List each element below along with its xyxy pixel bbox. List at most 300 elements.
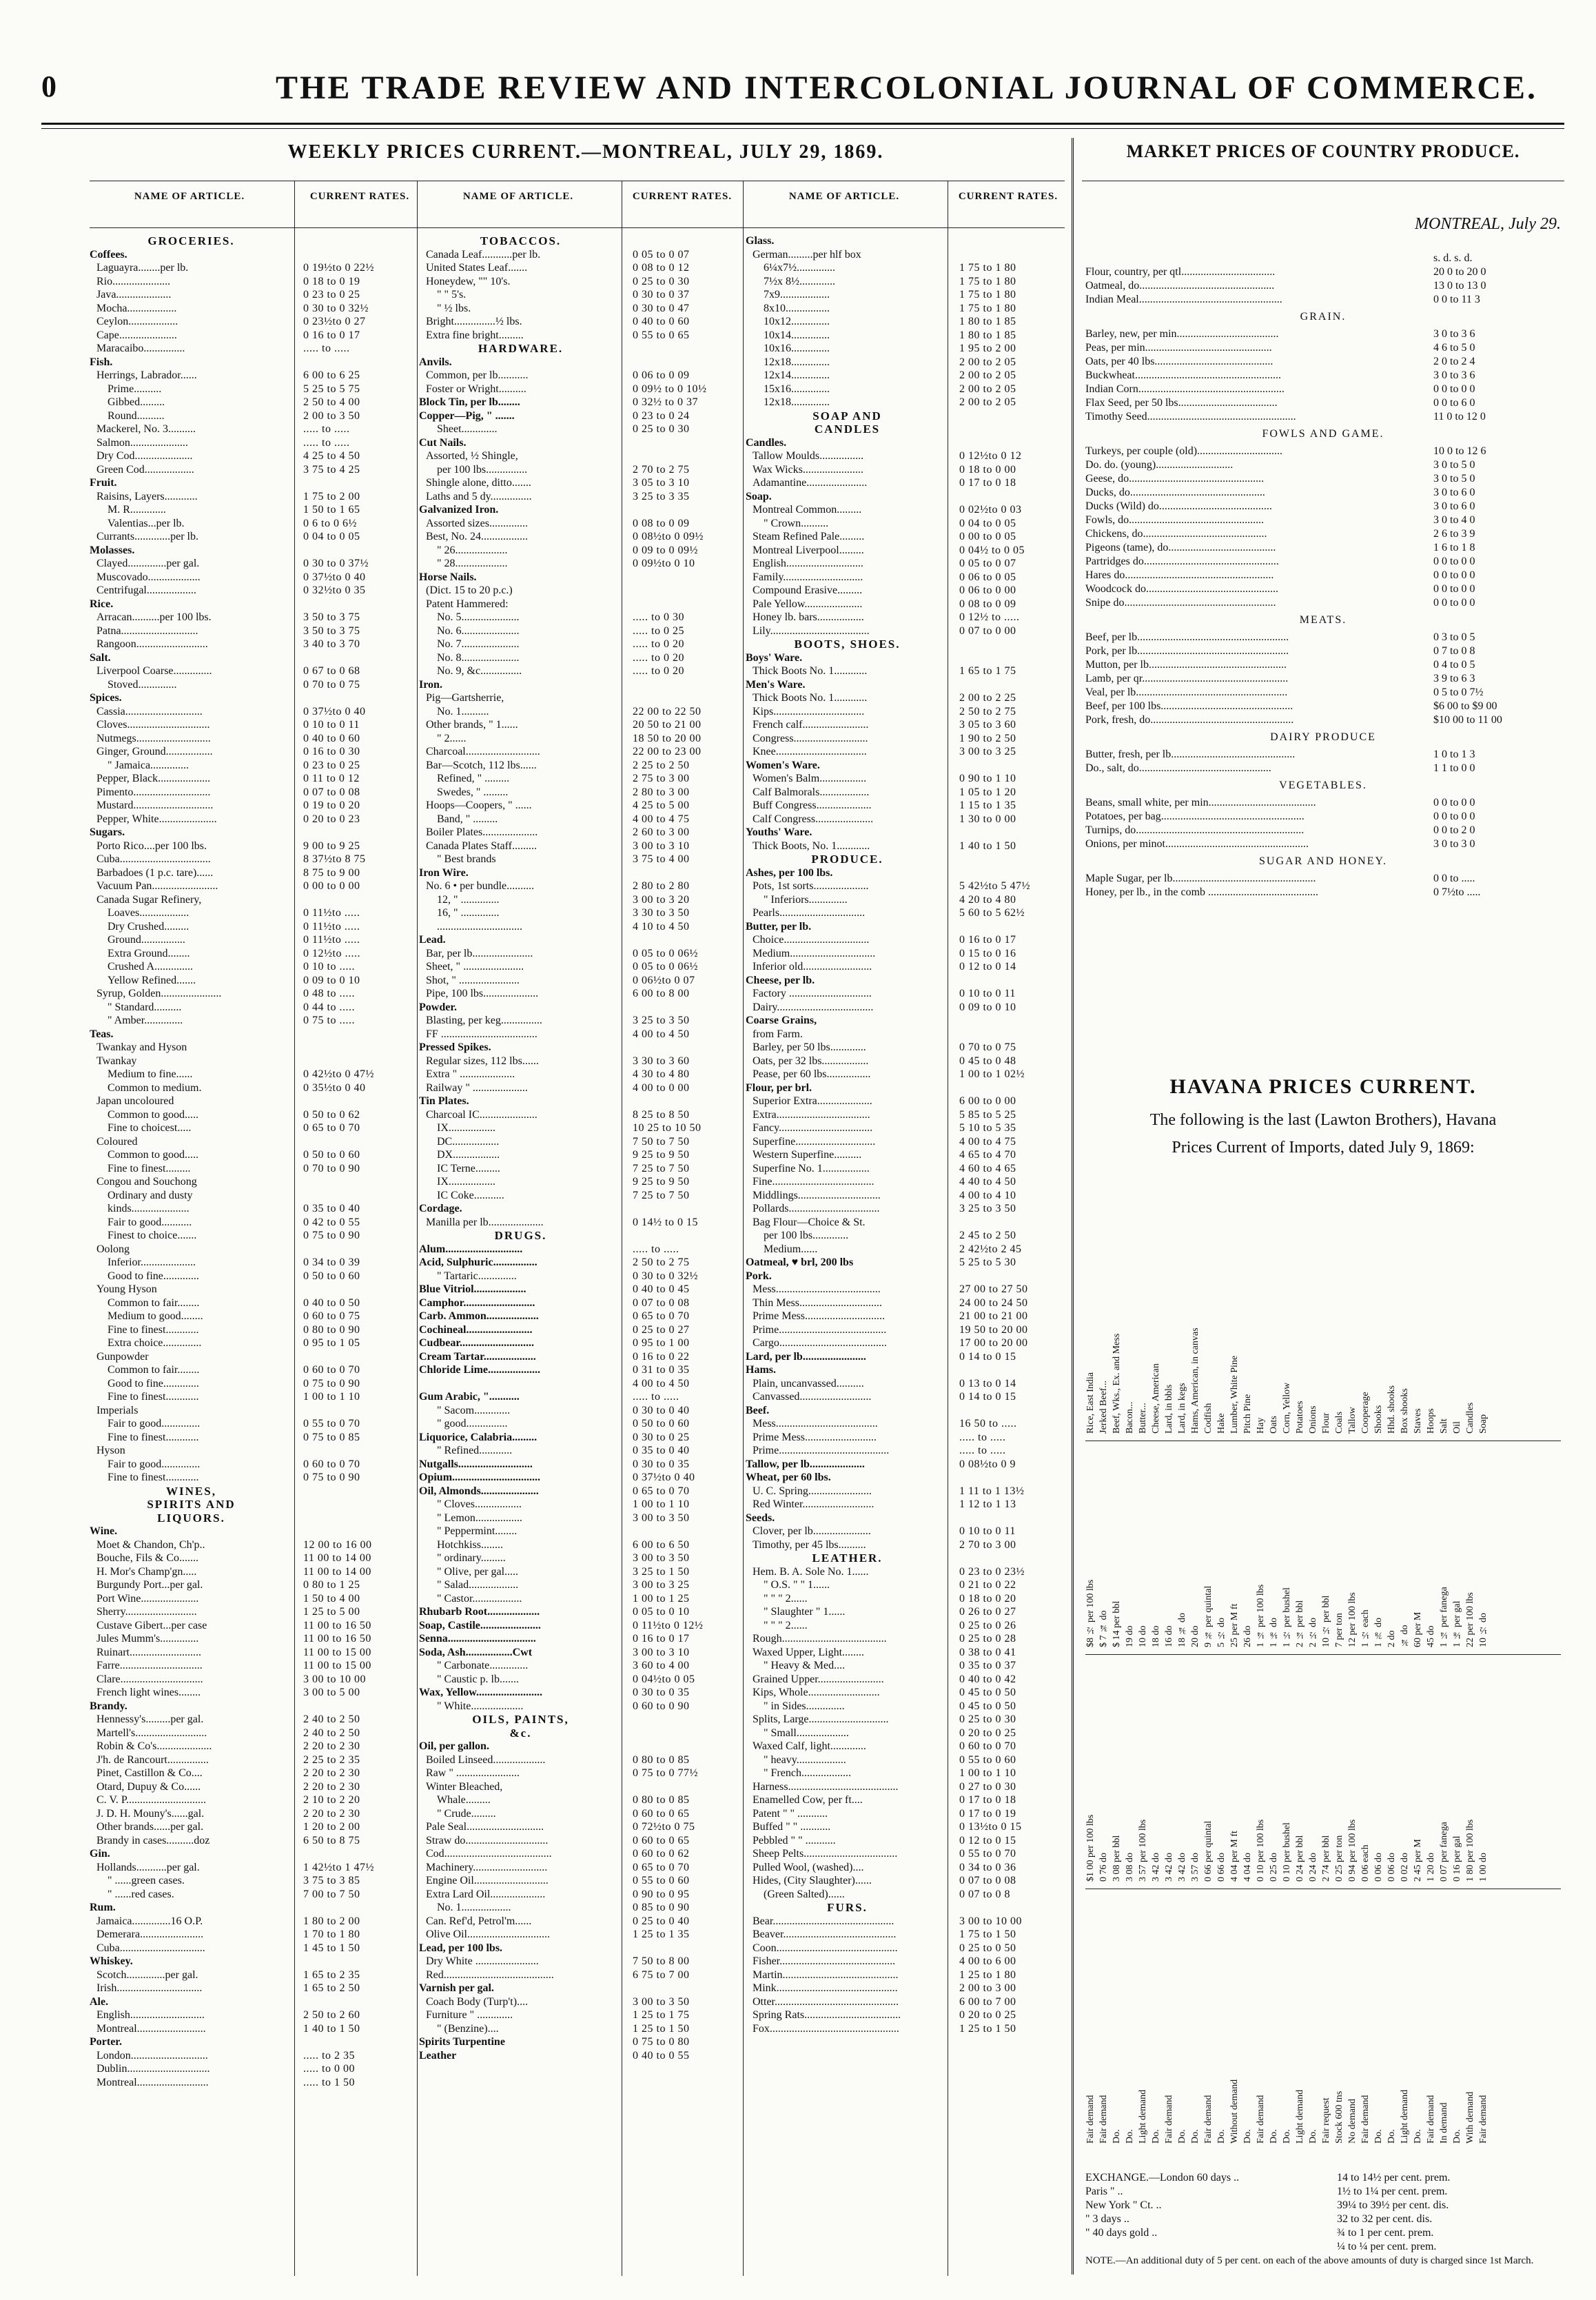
- article-name: Splits, Large.............................: [753, 1713, 889, 1725]
- article-name: Iron Wire.: [419, 866, 469, 879]
- havana-duty: 2 74 per bbl: [1321, 1835, 1331, 1882]
- price-row: [90, 1942, 417, 1955]
- current-rate: 5 42½to 5 47½: [959, 880, 1030, 892]
- price-row: [746, 275, 1070, 289]
- current-rate: 4 30 to 4 80: [633, 1068, 690, 1080]
- article-name: " Peppermint........: [437, 1525, 518, 1537]
- current-rate: 0 95 to 1 05: [303, 1337, 360, 1349]
- produce-name: Barley, new, per min.....................................: [1085, 328, 1279, 340]
- current-rate: 6 00 to 8 00: [633, 988, 690, 999]
- current-rate: 7 25 to 7 50: [633, 1189, 690, 1201]
- current-rate: 2 00 to 2 05: [959, 369, 1016, 381]
- article-name: Cochineal........................: [419, 1323, 533, 1336]
- market-section-label: MEATS.: [1299, 614, 1347, 626]
- price-row: [90, 1861, 417, 1875]
- exchange-row: [1085, 2212, 1561, 2226]
- price-row: [746, 1444, 1070, 1458]
- article-name: " Lemon.................: [437, 1512, 522, 1524]
- article-name: Sheet.............: [437, 423, 498, 435]
- price-row: [90, 1659, 417, 1673]
- produce-price: 0 0 to 0 0: [1433, 569, 1475, 581]
- price-row: [419, 638, 743, 651]
- price-row: [90, 947, 417, 961]
- price-row: [746, 1767, 1070, 1780]
- price-row: [90, 2022, 417, 2036]
- article-name: Patent " " ...........: [753, 1807, 828, 1820]
- current-rate: 0 30 to 0 37½: [303, 558, 369, 569]
- price-row: [90, 718, 417, 732]
- current-rate: 3 60 to 4 00: [633, 1660, 690, 1671]
- article-name: Steam Refined Pale.........: [753, 531, 865, 542]
- article-name: Extra choice..............: [108, 1337, 202, 1349]
- exchange-label: EXCHANGE.—London 60 days ..: [1085, 2172, 1240, 2184]
- article-name: Carb. Ammon...................: [419, 1310, 539, 1322]
- price-row: [746, 1296, 1070, 1310]
- current-rate: 0 08 to 0 09: [633, 517, 690, 529]
- price-row: [90, 732, 417, 746]
- article-name: Thin Mess..............................: [753, 1296, 882, 1309]
- price-row: [90, 1417, 417, 1431]
- price-row: [90, 369, 417, 383]
- current-rate: 0 15 to 0 16: [959, 947, 1016, 959]
- market-price-row: [1085, 555, 1561, 569]
- article-name: Pease, per 60 lbs................: [753, 1068, 871, 1080]
- current-rate: 2 20 to 2 30: [303, 1767, 360, 1779]
- produce-name: Fowls, do.................................................: [1085, 514, 1265, 526]
- havana-remark: Do.: [1269, 2129, 1279, 2144]
- article-name: Family.............................: [753, 571, 863, 583]
- current-rate: 4 00 to 4 75: [633, 813, 690, 825]
- article-name: Mess......................................: [753, 1283, 881, 1295]
- article-name: Plain, uncanvassed..........: [753, 1377, 864, 1390]
- current-rate: 1 80 to 2 00: [303, 1915, 360, 1927]
- price-row: [419, 1216, 743, 1230]
- price-row: [746, 1592, 1070, 1606]
- category-row: [419, 436, 743, 450]
- current-rate: 3 00 to 3 20: [633, 893, 690, 906]
- produce-price: 3 0 to 3 0: [1433, 838, 1475, 850]
- current-rate: 0 25 to 0 30: [633, 423, 690, 435]
- price-row: [419, 611, 743, 624]
- current-rate: 1 00 to 1 02½: [959, 1068, 1025, 1080]
- price-row: [90, 1202, 417, 1216]
- market-price-row: [1085, 410, 1561, 424]
- price-row: [746, 530, 1070, 544]
- article-name: Grained Upper........................: [753, 1673, 884, 1685]
- price-row: [90, 1820, 417, 1834]
- price-row: [419, 1767, 743, 1780]
- price-row: [90, 974, 417, 988]
- article-name: Cloves..............................: [96, 719, 210, 731]
- price-column-groceries: [90, 234, 417, 2089]
- article-name: Best, No. 24.................: [426, 531, 528, 542]
- category-row: [746, 1471, 1070, 1485]
- article-name: Otard, Dupuy & Co......: [96, 1780, 201, 1793]
- current-rate: 0 40 to 0 42: [959, 1673, 1016, 1685]
- price-row: [746, 1336, 1070, 1350]
- current-rate: 3 25 to 1 50: [633, 1565, 690, 1578]
- article-name: Barley, per 50 lbs.............: [753, 1041, 866, 1053]
- market-section-heading: [1085, 424, 1561, 445]
- article-name: Soda, Ash.................Cwt: [419, 1646, 533, 1658]
- article-name: No. 8.....................: [437, 651, 520, 664]
- market-price-row: [1085, 472, 1561, 486]
- exchange-rate: 32 to 32 per cent. dis.: [1337, 2213, 1433, 2225]
- market-section-label: DAIRY PRODUCE: [1270, 731, 1376, 743]
- article-name: Waxed Calf, light.............: [753, 1740, 866, 1752]
- current-rate: 1 75 to 2 00: [303, 490, 360, 502]
- article-name: " Carbonate..............: [437, 1660, 529, 1671]
- price-row: [746, 315, 1070, 329]
- produce-name: Partridges do.................................................: [1085, 556, 1279, 567]
- current-rate: 0 38 to 0 41: [959, 1646, 1016, 1658]
- article-name: " ordinary.........: [437, 1552, 506, 1564]
- havana-price: 1 ½ per bushel: [1282, 1587, 1292, 1647]
- current-rate: 2 45 to 2 50: [959, 1230, 1016, 1241]
- current-rate: ..... to .....: [303, 436, 350, 449]
- article-name: Leather: [419, 2049, 457, 2062]
- market-price-row: [1085, 762, 1561, 775]
- article-name: Spirits Turpentine: [419, 2036, 505, 2048]
- price-row: [419, 1417, 743, 1431]
- article-name: Choice...............................: [753, 934, 870, 946]
- current-rate: 1 25 to 1 35: [633, 1928, 690, 1940]
- havana-price: 1 ⅛ per gal: [1452, 1600, 1462, 1647]
- price-row: [746, 1323, 1070, 1337]
- market-price-row: [1085, 486, 1561, 500]
- current-rate: 0 60 to 0 70: [303, 1458, 360, 1470]
- article-name: Canada Sugar Refinery,: [96, 893, 202, 906]
- price-row: [746, 544, 1070, 558]
- category-row: [746, 1256, 1070, 1270]
- price-row: [746, 1727, 1070, 1740]
- current-rate: 1 40 to 1 50: [303, 2022, 360, 2035]
- market-price-row: [1085, 886, 1561, 899]
- havana-duty: 1 20 do: [1426, 1853, 1436, 1882]
- weekly-prices-heading: WEEKLY PRICES CURRENT.—MONTREAL, JULY 29, 1869.: [287, 141, 884, 163]
- price-row: [746, 1968, 1070, 1982]
- article-name: Coloured: [96, 1135, 138, 1148]
- price-row: [746, 947, 1070, 961]
- article-name: Montreal Common.........: [753, 504, 862, 516]
- article-name: Candles.: [746, 436, 787, 449]
- article-name: Fine to finest............: [108, 1323, 199, 1336]
- price-row: [419, 853, 743, 866]
- article-name: Charcoal IC.....................: [426, 1108, 538, 1121]
- article-name: Hoops—Coopers, " ......: [426, 800, 532, 811]
- market-price-row: [1085, 293, 1561, 307]
- havana-price: 22 per 100 lbs: [1465, 1592, 1475, 1647]
- article-name: Crushed A..............: [108, 961, 193, 973]
- article-name: Camphor..........................: [419, 1296, 535, 1309]
- current-rate: 2 00 to 2 05: [959, 383, 1016, 395]
- price-row: [90, 1753, 417, 1767]
- price-row: [419, 1108, 743, 1122]
- article-name: Common, per lb...........: [426, 369, 529, 381]
- current-rate: 0 42 to 0 55: [303, 1216, 360, 1228]
- price-row: [90, 920, 417, 934]
- article-name: " Crude.........: [437, 1807, 496, 1820]
- article-name: " French..................: [764, 1767, 851, 1779]
- price-row: [746, 598, 1070, 611]
- havana-duty: 0 66 do: [1216, 1853, 1227, 1882]
- article-name: Farre..............................: [96, 1660, 203, 1671]
- price-row: [746, 1498, 1070, 1512]
- havana-duty: 4 04 do: [1242, 1853, 1253, 1882]
- current-rate: 0 30 to 0 32½: [303, 302, 369, 314]
- havana-rule: [1085, 1654, 1561, 1655]
- current-rate: 0 75 to .....: [303, 1015, 355, 1026]
- havana-article: Coals: [1334, 1412, 1344, 1434]
- havana-remark: No demand: [1347, 2099, 1358, 2144]
- article-name: No. 1..........: [437, 705, 489, 718]
- produce-price: 0 0 to .....: [1433, 873, 1475, 884]
- current-rate: 3 00 to 3 25: [633, 1579, 690, 1591]
- article-name: LEATHER.: [812, 1551, 883, 1565]
- current-rate: 0 75 to 0 85: [303, 1431, 360, 1443]
- price-row: [90, 1874, 417, 1888]
- produce-name: Hares do......................................................: [1085, 569, 1274, 581]
- havana-article: Lard, in kegs: [1177, 1383, 1187, 1434]
- current-rate: 0 70 to 0 75: [303, 678, 360, 691]
- article-name: Cod.......................................: [426, 1848, 552, 1860]
- current-rate: 0 07 to 0 08: [303, 786, 360, 798]
- price-row: [419, 960, 743, 974]
- category-row: [419, 2049, 743, 2063]
- article-name: Timothy, per 45 lbs..........: [753, 1538, 866, 1551]
- category-row: [419, 1686, 743, 1700]
- article-name: Bear............................................: [753, 1915, 894, 1927]
- havana-article: Pitch Pine: [1242, 1394, 1253, 1434]
- current-rate: 0 13 to 0 14: [959, 1377, 1016, 1390]
- current-rate: 0 04 to 0 05: [303, 531, 360, 542]
- category-row: [419, 409, 743, 423]
- article-name: Other brands......per gal.: [96, 1821, 204, 1833]
- article-name: Cut Nails.: [419, 436, 467, 449]
- current-rate: 2 00 to 2 05: [959, 396, 1016, 408]
- price-row: [746, 906, 1070, 920]
- column-divider: [417, 181, 418, 2276]
- article-name: " in Sides..............: [764, 1700, 845, 1712]
- article-name: Ground................: [108, 934, 185, 946]
- article-name: Stoved..............: [108, 678, 177, 691]
- category-row: [419, 1202, 743, 1216]
- current-rate: 18 50 to 20 00: [633, 732, 702, 744]
- article-name: Cudbear...........................: [419, 1337, 534, 1349]
- price-row: [419, 1700, 743, 1713]
- price-row: [746, 960, 1070, 974]
- market-price-row: [1085, 686, 1561, 700]
- price-row: [746, 1485, 1070, 1498]
- price-row: [746, 1847, 1070, 1861]
- havana-article: Hoops: [1426, 1408, 1436, 1434]
- category-row: [746, 1458, 1070, 1472]
- article-name: FF ...................................: [426, 1028, 538, 1040]
- current-rate: 0 06 to 0 00: [959, 584, 1016, 596]
- article-name: Extra..................................: [753, 1108, 870, 1121]
- article-name: Engine Oil...........................: [426, 1875, 549, 1886]
- article-name: Spices.: [90, 692, 122, 704]
- current-rate: 0 55 to 0 65: [633, 329, 690, 341]
- current-rate: 0 12 to 0 14: [959, 961, 1016, 973]
- havana-duty: 3 42 do: [1177, 1853, 1187, 1882]
- current-rate: 0 07 to 0 08: [959, 1875, 1016, 1886]
- current-rate: 6 50 to 8 75: [303, 1834, 360, 1846]
- price-row: [746, 584, 1070, 598]
- article-name: Herrings, Labrador......: [96, 369, 197, 381]
- market-price-row: [1085, 700, 1561, 713]
- price-row: [90, 449, 417, 463]
- current-rate: 11 00 to 16 50: [303, 1633, 371, 1645]
- price-row: [746, 1055, 1070, 1068]
- article-name: Clover, per lb.....................: [753, 1525, 871, 1537]
- price-row: [419, 1861, 743, 1875]
- article-name: Jamaica..............16 O.P.: [96, 1915, 203, 1927]
- article-name: French light wines........: [96, 1687, 201, 1698]
- current-rate: ..... to .....: [633, 1391, 679, 1403]
- current-rate: 1 40 to 1 50: [959, 839, 1016, 852]
- price-row: [419, 2022, 743, 2036]
- article-name: Rio.....................: [96, 275, 171, 287]
- price-row: [90, 1673, 417, 1687]
- price-row: [419, 1377, 743, 1391]
- article-name: J'h. de Rancourt...............: [96, 1753, 209, 1766]
- price-row: [419, 1270, 743, 1283]
- price-row: [419, 1162, 743, 1176]
- article-name: Nutmegs...........................: [96, 732, 211, 744]
- category-row: [419, 1363, 743, 1377]
- price-row: [746, 879, 1070, 893]
- price-row: [419, 1915, 743, 1928]
- price-row: [90, 1363, 417, 1377]
- havana-duty: 3 08 do: [1125, 1853, 1135, 1882]
- current-rate: 9 25 to 9 50: [633, 1149, 690, 1161]
- price-row: [90, 1727, 417, 1740]
- havana-duty: 0 24 per bbl: [1295, 1835, 1305, 1882]
- article-name: Twankay: [96, 1055, 137, 1067]
- current-rate: 0 65 to 0 70: [633, 1310, 690, 1322]
- havana-article: Rice, East India: [1085, 1372, 1096, 1434]
- article-name: 7x9..................: [764, 289, 830, 301]
- article-name: IX.................: [437, 1176, 495, 1188]
- current-rate: 2 20 to 2 30: [303, 1740, 360, 1752]
- current-rate: 2 80 to 2 80: [633, 880, 690, 892]
- price-row: [90, 396, 417, 409]
- produce-name: Geese, do.................................................: [1085, 473, 1265, 485]
- article-name: Muscovado...................: [96, 571, 201, 583]
- market-price-row: [1085, 631, 1561, 644]
- havana-article: Cooperage: [1360, 1392, 1371, 1434]
- price-row: [746, 503, 1070, 517]
- category-row: [90, 2035, 417, 2049]
- article-name: Molasses.: [90, 544, 135, 556]
- article-name: Boiled Linseed...................: [426, 1753, 546, 1766]
- current-rate: 4 00 to 4 10: [959, 1189, 1016, 1201]
- havana-remark: Do.: [1413, 2129, 1423, 2144]
- article-name: Acid, Sulphuric................: [419, 1256, 538, 1268]
- price-row: [90, 1565, 417, 1579]
- current-rate: 1 70 to 1 80: [303, 1928, 360, 1940]
- current-rate: 0 75 to 0 77½: [633, 1767, 698, 1779]
- article-name: &c.: [509, 1726, 532, 1740]
- produce-price: 3 0 to 5 0: [1433, 459, 1475, 471]
- price-row: [746, 1740, 1070, 1753]
- price-row: [90, 1068, 417, 1081]
- article-name: 16, " ..............: [437, 907, 500, 919]
- article-name: Gunpowder: [96, 1350, 149, 1363]
- current-rate: 1 80 to 1 85: [959, 316, 1016, 327]
- current-rate: 0 12½to 0 12: [959, 450, 1022, 462]
- masthead-rule: [41, 123, 1564, 125]
- article-name: " Tartaric..............: [437, 1270, 517, 1282]
- article-name: Thick Boots, No. 1............: [753, 839, 870, 852]
- exchange-row: [1085, 2185, 1561, 2199]
- price-row: [419, 1592, 743, 1606]
- article-name: U. C. Spring.......................: [753, 1485, 872, 1497]
- havana-price: $ 7 ¾ do: [1098, 1610, 1109, 1647]
- article-name: Glass.: [746, 235, 775, 247]
- current-rate: 0 19 to 0 20: [303, 800, 360, 811]
- havana-remark: Fair demand: [1478, 2095, 1488, 2144]
- havana-remark: Do.: [1242, 2129, 1253, 2144]
- article-name: Olive Oil..............................: [426, 1928, 550, 1940]
- article-name: Hams.: [746, 1364, 776, 1376]
- current-rate: 3 25 to 3 50: [959, 1203, 1016, 1214]
- article-name: TOBACCOS.: [480, 234, 562, 247]
- market-section-label: GRAIN.: [1300, 311, 1347, 323]
- price-row: [90, 463, 417, 477]
- current-rate: 0 37½to 0 40: [303, 705, 366, 718]
- current-rate: 0 16 to 0 22: [633, 1350, 690, 1363]
- article-name: Pollards.................................: [753, 1203, 880, 1214]
- article-name: CANDLES: [814, 423, 881, 436]
- havana-price: 16 do: [1164, 1625, 1174, 1647]
- price-row: [746, 1673, 1070, 1687]
- havana-article: Beef, Wks., Ex. and Mess: [1112, 1333, 1122, 1434]
- current-rate: 0 18 to 0 00: [959, 463, 1016, 476]
- havana-duties: [1085, 1661, 1561, 1882]
- price-row: [419, 557, 743, 571]
- article-name: No. 6.....................: [437, 624, 520, 637]
- havana-subtitle-line: The following is the last (Lawton Brothers), Havana: [1149, 1111, 1497, 1129]
- article-name: Fisher..........................................: [753, 1955, 896, 1967]
- price-row: [419, 624, 743, 638]
- article-name: German.........per hlf box: [753, 248, 861, 261]
- current-rate: 2 75 to 3 00: [633, 773, 690, 784]
- havana-remark: Fair demand: [1426, 2095, 1436, 2144]
- category-row: [419, 1283, 743, 1296]
- market-price-row: [1085, 500, 1561, 513]
- current-rate: 5 25 to 5 30: [959, 1256, 1016, 1268]
- current-rate: 7 50 to 8 00: [633, 1955, 690, 1967]
- havana-remark: Fair demand: [1256, 2095, 1266, 2144]
- article-name: Good to fine.............: [108, 1270, 199, 1282]
- article-name: Other brands, " 1......: [426, 719, 518, 731]
- price-row: [90, 1350, 417, 1364]
- category-row: [746, 759, 1070, 773]
- article-name: Bar, per lb......................: [426, 947, 533, 959]
- article-name: Compound Erasive.........: [753, 584, 863, 596]
- havana-duty: 3 57 do: [1190, 1853, 1200, 1882]
- article-name: Wax Wicks......................: [753, 463, 863, 476]
- current-rate: 3 25 to 3 35: [633, 490, 690, 502]
- havana-price: $ 14 per bbl: [1112, 1600, 1122, 1647]
- havana-price: 2 ½ do: [1308, 1618, 1318, 1647]
- produce-price: 2 6 to 3 9: [1433, 528, 1475, 540]
- current-rate: ..... to 0 20: [633, 665, 684, 677]
- price-row: [90, 1713, 417, 1727]
- havana-article: Salt: [1439, 1418, 1449, 1434]
